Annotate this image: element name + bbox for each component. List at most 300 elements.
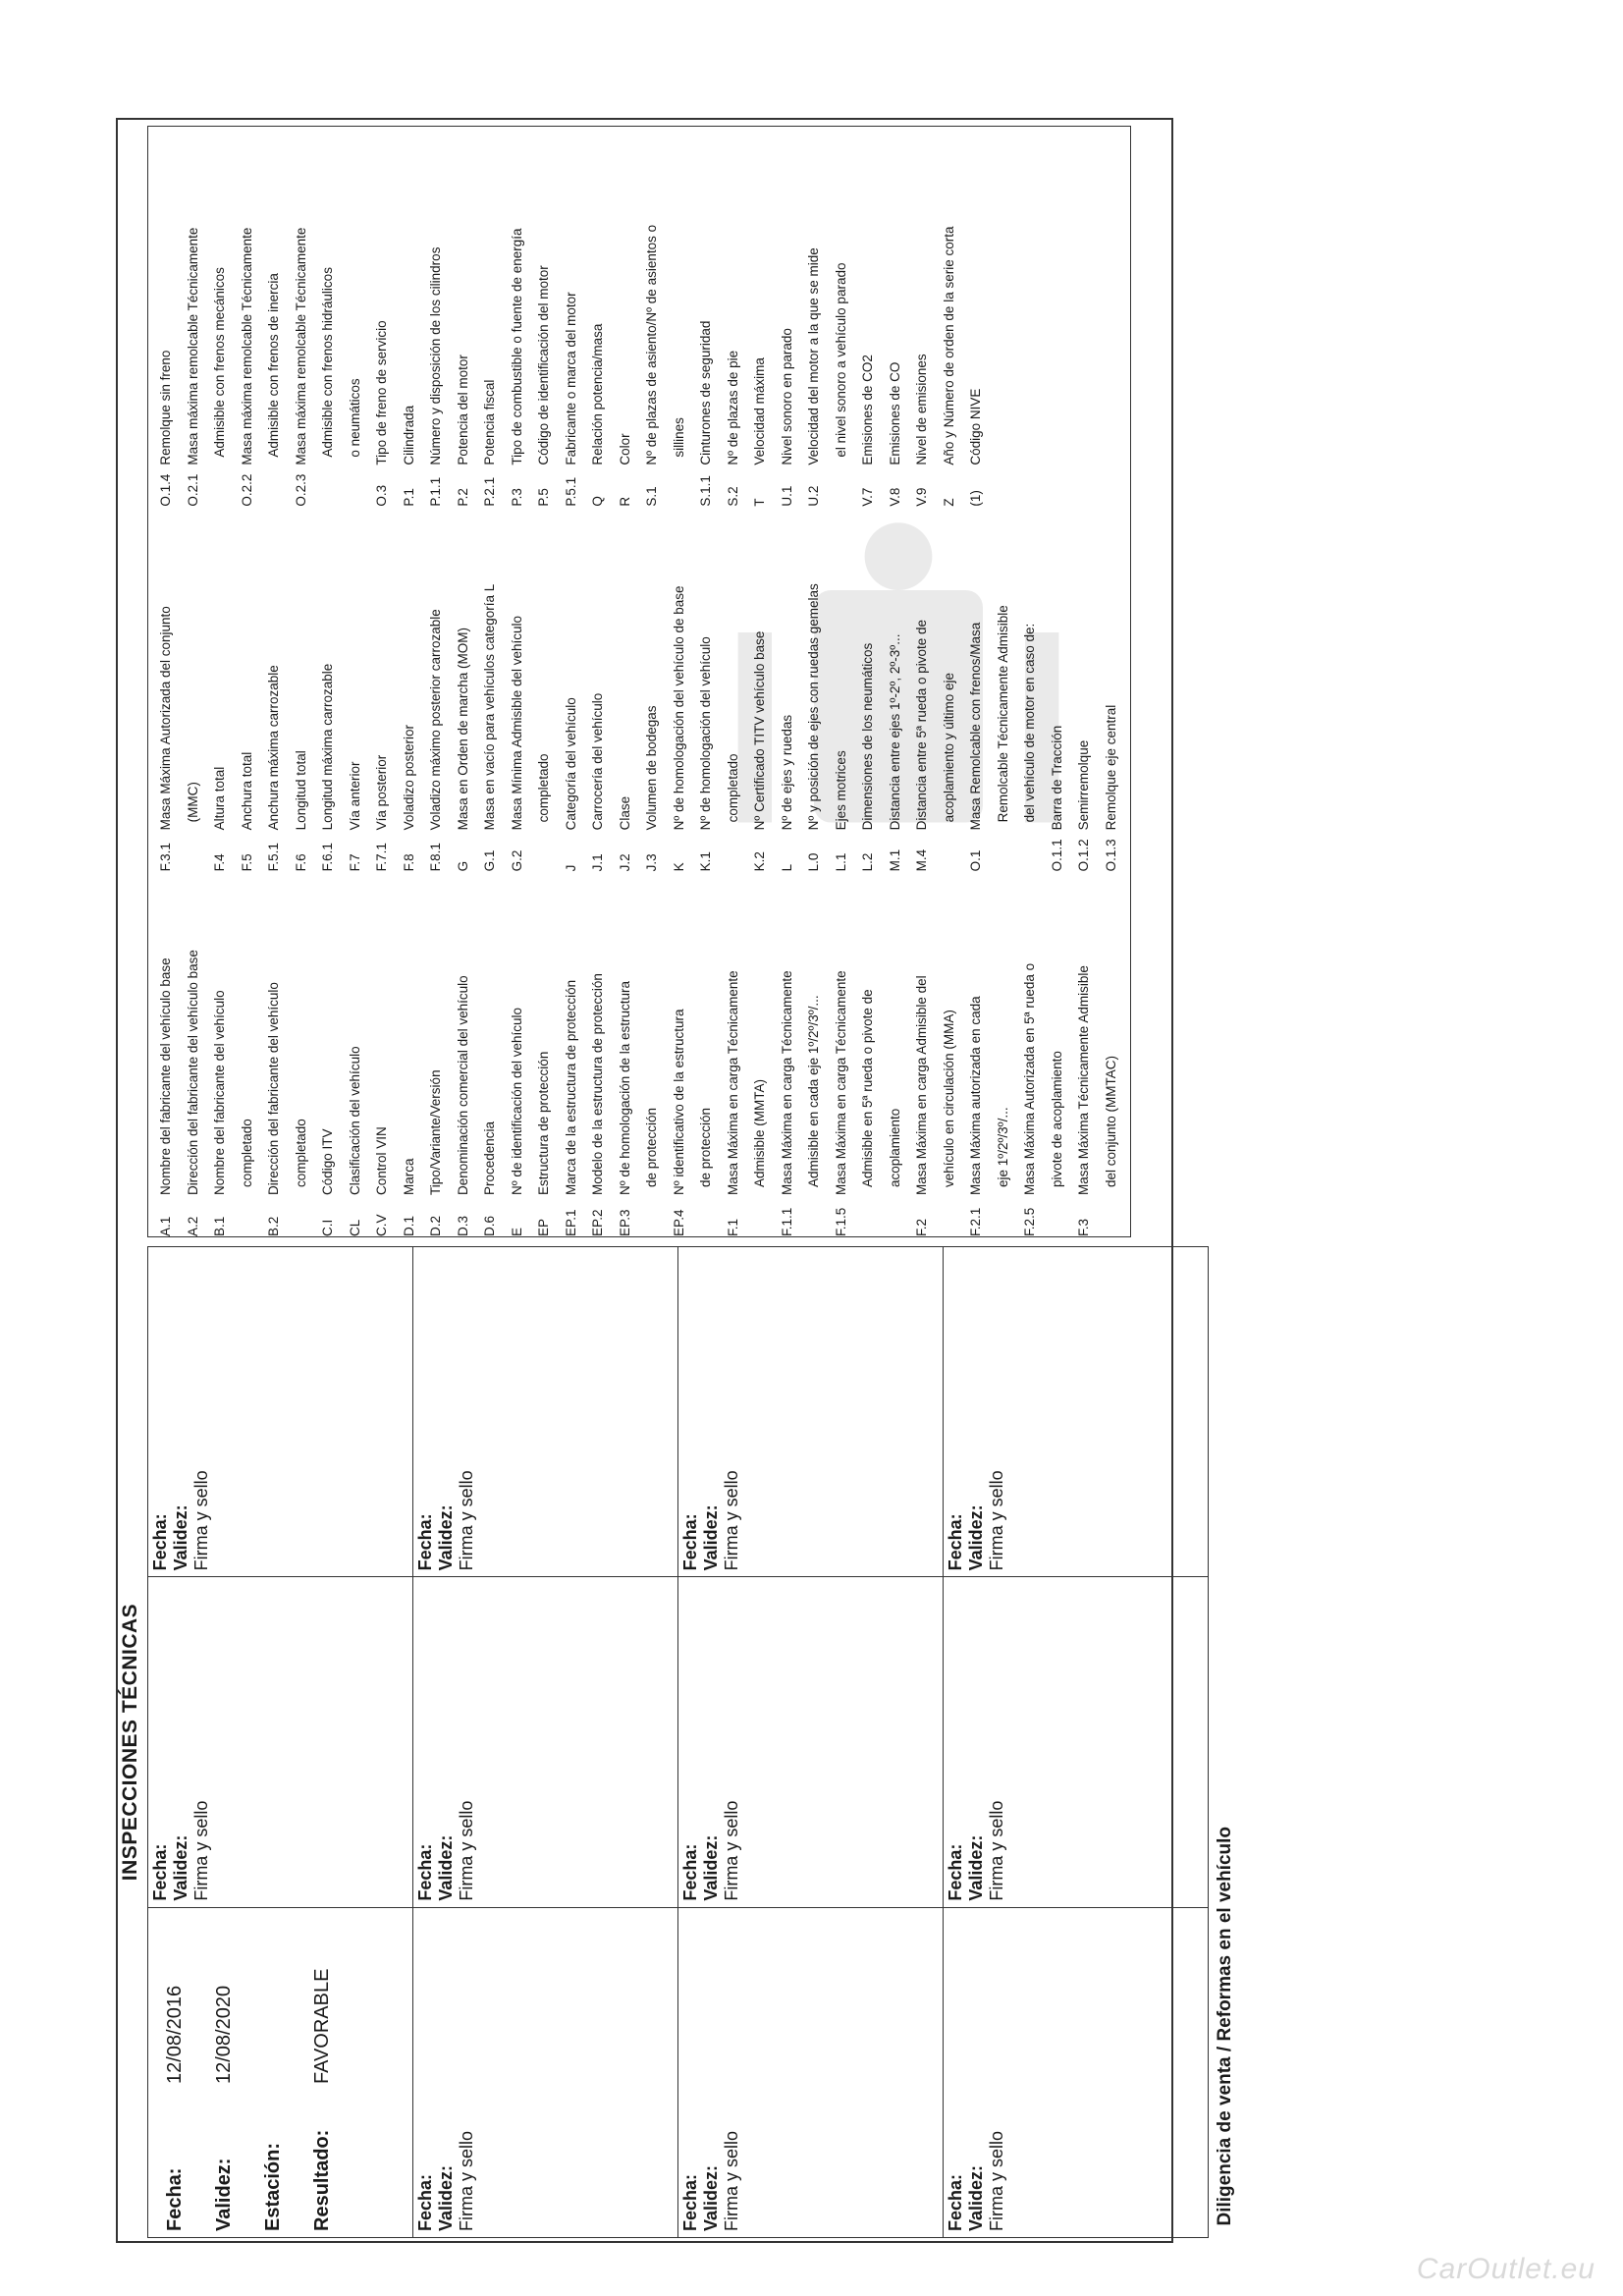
legend-code: J bbox=[563, 864, 578, 872]
fecha-label: Fecha: bbox=[680, 1843, 700, 1901]
legend-code: S.1 bbox=[644, 486, 659, 507]
legend-code: C.V bbox=[374, 1214, 389, 1236]
legend-item bbox=[908, 147, 936, 507]
inspection-cell-1 bbox=[148, 1907, 413, 2237]
legend-text: Vía posterior bbox=[374, 754, 389, 831]
legend-text: Longitud total bbox=[293, 750, 308, 831]
legend-text: del vehículo de motor en caso de: bbox=[1022, 623, 1037, 823]
legend-code: T bbox=[752, 498, 767, 507]
legend-item bbox=[800, 877, 828, 1236]
legend-item bbox=[152, 147, 180, 507]
legend-item bbox=[638, 877, 666, 1236]
legend-code: J.3 bbox=[644, 853, 659, 872]
legend-item bbox=[152, 877, 180, 1236]
legend-column-2 bbox=[152, 513, 1124, 878]
legend-code: CL bbox=[347, 1219, 362, 1236]
legend-item bbox=[180, 877, 207, 1236]
inspections-section bbox=[113, 1246, 1235, 2238]
legend-item bbox=[206, 877, 234, 1236]
legend-item bbox=[638, 513, 666, 872]
legend-text: Nombre del fabricante del vehículo base bbox=[158, 957, 173, 1195]
legend-text: Carrocería del vehículo bbox=[590, 692, 605, 831]
legend-text: Masa Máxima autorizada en cada bbox=[968, 996, 983, 1195]
legend-text: Procedencia bbox=[482, 1121, 497, 1195]
legend-text: Admisible con frenos mecánicos bbox=[212, 267, 227, 458]
legend-code: Z bbox=[941, 498, 956, 507]
inspection-cell-4 bbox=[413, 1907, 678, 2237]
resultado-value: FAVORABLE bbox=[310, 1968, 333, 2084]
legend-code: D.2 bbox=[428, 1215, 443, 1236]
legend-code: EP.2 bbox=[590, 1209, 605, 1236]
legend-text: Nº y posición de ejes con ruedas gemelas bbox=[806, 583, 821, 831]
inspection-cell-2 bbox=[148, 1577, 413, 1907]
legend-text: Nº Certificado TITV vehículo base bbox=[752, 630, 767, 831]
inspection-cell-6 bbox=[413, 1247, 678, 1577]
legend-item bbox=[666, 877, 693, 1236]
firma-label: Firma y sello bbox=[987, 1470, 1006, 1571]
validez-label: Validez: bbox=[212, 2158, 235, 2231]
legend-text: Nivel sonoro en parado bbox=[779, 328, 794, 465]
legend-code bbox=[530, 830, 558, 871]
legend-item bbox=[746, 513, 774, 872]
inspections-table bbox=[147, 1246, 1271, 2238]
legend-text: Ejes motrices bbox=[833, 750, 848, 831]
legend-text: Barra de Tracción bbox=[1049, 725, 1064, 831]
legend-code: F.3.1 bbox=[158, 843, 173, 872]
validez-label: Validez: bbox=[171, 1504, 190, 1571]
legend-item bbox=[260, 147, 288, 507]
fecha-label: Fecha: bbox=[163, 2167, 186, 2231]
legend-text: eje 1º/2º/3º/... bbox=[995, 1107, 1010, 1187]
legend-code: F.2 bbox=[914, 1218, 929, 1236]
legend-code bbox=[666, 465, 693, 507]
legend-item bbox=[234, 877, 261, 1236]
legend-text: Relación potencia/masa bbox=[590, 323, 605, 465]
legend-code: K.2 bbox=[752, 851, 767, 872]
legend-item bbox=[558, 147, 585, 507]
legend-code: F.6 bbox=[293, 853, 308, 872]
legend-code: EP.1 bbox=[563, 1209, 578, 1236]
legend-text: Nº de homologación del vehículo bbox=[698, 636, 713, 831]
legend-item bbox=[882, 513, 909, 872]
legend-code: R bbox=[617, 496, 632, 507]
legend-text: Dimensiones de los neumáticos bbox=[860, 642, 875, 831]
legend-code: P.2.1 bbox=[482, 476, 497, 507]
legend-code bbox=[234, 1195, 261, 1236]
legend-text: Masa Máxima en carga Técnicamente bbox=[725, 970, 740, 1195]
legend-item bbox=[828, 877, 855, 1236]
legend-text: Nº identificativo de la estructura bbox=[671, 1009, 686, 1195]
firma-label: Firma y sello bbox=[722, 1470, 741, 1571]
legend-item bbox=[450, 877, 477, 1236]
legend-code: D.1 bbox=[401, 1215, 416, 1236]
legend-text: acoplamiento y último eje bbox=[941, 672, 956, 823]
firma-label: Firma y sello bbox=[457, 1470, 476, 1571]
legend-item bbox=[558, 877, 585, 1236]
legend-code: O.2.2 bbox=[239, 473, 254, 507]
legend-column-3 bbox=[152, 147, 1124, 513]
legend-item bbox=[180, 513, 207, 872]
legend-code: L bbox=[779, 863, 794, 872]
legend-text: Masa Máxima en carga Técnicamente bbox=[779, 970, 794, 1195]
legend-code: Q bbox=[590, 496, 605, 507]
legend-text: Masa Máxima en carga Admisible del bbox=[914, 975, 929, 1195]
legend-code: S.2 bbox=[725, 486, 740, 507]
legend-text: Número y disposición de los cilindros bbox=[428, 246, 443, 465]
legend-code: F.1 bbox=[725, 1218, 740, 1236]
legend-item bbox=[1016, 513, 1044, 872]
legend-item bbox=[854, 513, 882, 872]
legend-text: Control VIN bbox=[374, 1126, 389, 1195]
legend-text: del conjunto (MMTAC) bbox=[1103, 1055, 1118, 1187]
fecha-label: Fecha: bbox=[150, 1843, 170, 1901]
legend-text: de protección bbox=[698, 1107, 713, 1187]
legend-text: Categoría del vehículo bbox=[563, 697, 578, 831]
legend-text: Denominación comercial del vehículo bbox=[455, 975, 470, 1195]
legend-item bbox=[234, 147, 261, 507]
legend-item bbox=[936, 147, 963, 507]
legend-item bbox=[828, 147, 855, 507]
inspection-cell-8 bbox=[678, 1577, 944, 1907]
legend-item bbox=[504, 147, 531, 507]
legend-code: F.2.5 bbox=[1022, 1207, 1037, 1236]
legend-item bbox=[422, 513, 450, 872]
legend-text: Anchura máxima carrozable bbox=[266, 665, 281, 831]
legend-text: Semirremolque bbox=[1076, 739, 1091, 831]
legend-text: Código ITV bbox=[320, 1128, 335, 1195]
legend-text: Código de identificación del motor bbox=[536, 265, 551, 465]
legend-item bbox=[314, 513, 342, 872]
validez-value: 12/08/2020 bbox=[212, 1985, 235, 2084]
legend-text: Masa en vacío para vehículos categoría L bbox=[482, 583, 497, 831]
legend-code: B.1 bbox=[212, 1216, 227, 1236]
legend-code: F.6.1 bbox=[320, 843, 335, 872]
legend-code bbox=[746, 1195, 774, 1236]
legend-text: Nº de identificación del vehículo bbox=[509, 1007, 524, 1195]
legend-text: Masa máxima remolcable Técnicamente bbox=[293, 227, 308, 465]
legend-text: el nivel sonoro a vehículo parado bbox=[833, 262, 848, 458]
legend-text: Masa máxima remolcable Técnicamente bbox=[239, 227, 254, 465]
fecha-label: Fecha: bbox=[946, 1513, 965, 1571]
legend-item bbox=[1098, 513, 1125, 872]
legend-item bbox=[368, 513, 396, 872]
legend-code: O.1.1 bbox=[1049, 839, 1064, 872]
legend-item bbox=[854, 877, 882, 1236]
legend-item bbox=[234, 513, 261, 872]
inspection-cell-12 bbox=[944, 1247, 1209, 1577]
legend-text: vehículo en circulación (MMA) bbox=[941, 1010, 956, 1187]
legend-item bbox=[314, 147, 342, 507]
legend-text: Potencia fiscal bbox=[482, 379, 497, 465]
validez-label: Validez: bbox=[436, 2164, 456, 2231]
legend-code: O.3 bbox=[374, 484, 389, 507]
legend-code: F.8.1 bbox=[428, 843, 443, 872]
legend-text: Nivel de emisiones bbox=[914, 354, 929, 465]
legend-item bbox=[882, 877, 909, 1236]
legend-item bbox=[612, 147, 639, 507]
legend-code: L.0 bbox=[806, 852, 821, 872]
inspection-cell-3 bbox=[148, 1247, 413, 1577]
legend-code bbox=[936, 1195, 963, 1236]
legend-code: O.2.1 bbox=[185, 473, 200, 507]
estacion-label: Estación: bbox=[261, 2142, 284, 2231]
legend-item bbox=[1070, 513, 1098, 872]
legend-item bbox=[504, 513, 531, 872]
legend-code: M.1 bbox=[887, 848, 902, 872]
legend-item bbox=[1098, 877, 1125, 1236]
legend-item bbox=[720, 513, 747, 872]
validez-label: Validez: bbox=[701, 1504, 721, 1571]
validez-label: Validez: bbox=[966, 1834, 986, 1901]
legend-text: de protección bbox=[644, 1107, 659, 1187]
legend-text: Tipo/Variante/Versión bbox=[428, 1069, 443, 1195]
legend-item bbox=[476, 147, 504, 507]
legend-item bbox=[450, 147, 477, 507]
legend-code: P.5.1 bbox=[563, 476, 578, 507]
legend-text: Masa Máxima Técnicamente Admisible bbox=[1076, 965, 1091, 1195]
legend-item bbox=[746, 147, 774, 507]
legend-code: (1) bbox=[968, 490, 983, 507]
legend-text: completado bbox=[725, 753, 740, 823]
legend-code: A.2 bbox=[185, 1216, 200, 1236]
legend-text: Estructura de protección bbox=[536, 1051, 551, 1195]
legend-item bbox=[422, 877, 450, 1236]
legend-text: Remolque eje central bbox=[1103, 704, 1118, 831]
inspection-cell-9 bbox=[678, 1247, 944, 1577]
legend-code: P.1.1 bbox=[428, 476, 443, 507]
legend-code: V.9 bbox=[914, 487, 929, 507]
legend-code bbox=[990, 1195, 1017, 1236]
fecha-label: Fecha: bbox=[680, 1513, 700, 1571]
validez-label: Validez: bbox=[436, 1834, 456, 1901]
legend-code: G.2 bbox=[509, 849, 524, 872]
legend-text: Vía anterior bbox=[347, 761, 362, 831]
site-watermark: CarOutlet.eu bbox=[1416, 2253, 1596, 2285]
legend-item bbox=[720, 877, 747, 1236]
legend-text: Fabricante o marca del motor bbox=[563, 292, 578, 465]
legend-item bbox=[1070, 877, 1098, 1236]
legend-code: P.1 bbox=[401, 488, 416, 507]
fecha-value: 12/08/2016 bbox=[163, 1985, 186, 2084]
legend-text: Masa Máxima Autorizada del conjunto bbox=[158, 606, 173, 831]
legend-item bbox=[800, 513, 828, 872]
legend-text: completado bbox=[293, 1119, 308, 1187]
legend-item bbox=[666, 513, 693, 872]
legend-text: Potencia del motor bbox=[455, 355, 470, 465]
legend-item bbox=[800, 147, 828, 507]
legend-code: D.6 bbox=[482, 1215, 497, 1236]
legend-code: L.1 bbox=[833, 852, 848, 872]
field-legend bbox=[152, 147, 1124, 1242]
legend-text: Emisiones de CO bbox=[887, 361, 902, 465]
legend-item bbox=[504, 877, 531, 1236]
legend-code: J.1 bbox=[590, 853, 605, 872]
legend-code: B.2 bbox=[266, 1216, 281, 1236]
legend-item bbox=[612, 877, 639, 1236]
legend-item bbox=[206, 513, 234, 872]
legend-text: Masa Mínima Admisible del vehículo bbox=[509, 615, 524, 831]
legend-text: Color bbox=[617, 433, 632, 465]
legend-text: Remolque sin freno bbox=[158, 350, 173, 465]
fecha-label: Fecha: bbox=[946, 1843, 965, 1901]
legend-code bbox=[206, 465, 234, 507]
legend-item bbox=[288, 147, 315, 507]
firma-label: Firma y sello bbox=[191, 1470, 211, 1571]
legend-item bbox=[936, 513, 963, 872]
legend-code bbox=[1098, 1195, 1125, 1236]
legend-item bbox=[396, 877, 423, 1236]
legend-code: V.7 bbox=[860, 487, 875, 507]
validez-label: Validez: bbox=[171, 1834, 190, 1901]
legend-item bbox=[368, 147, 396, 507]
legend-code: K.1 bbox=[698, 851, 713, 872]
legend-code bbox=[342, 465, 369, 507]
legend-text: completado bbox=[536, 753, 551, 823]
legend-item bbox=[180, 147, 207, 507]
legend-item bbox=[882, 147, 909, 507]
legend-text: Masa en Orden de marcha (MOM) bbox=[455, 628, 470, 831]
legend-item bbox=[422, 147, 450, 507]
legend-code bbox=[720, 830, 747, 871]
legend-item bbox=[962, 513, 990, 872]
legend-item bbox=[476, 513, 504, 872]
legend-code bbox=[288, 1195, 315, 1236]
legend-code: O.1 bbox=[968, 849, 983, 872]
validez-label: Validez: bbox=[436, 1504, 456, 1571]
legend-text: Masa Remolcable con frenos/Masa bbox=[968, 622, 983, 831]
legend-item bbox=[828, 513, 855, 872]
legend-text: Admisible con frenos hidráulicos bbox=[320, 267, 335, 458]
legend-text: Nº de plazas de asiento/Nº de asientos o bbox=[644, 224, 659, 465]
legend-item bbox=[962, 147, 990, 507]
legend-item bbox=[530, 147, 558, 507]
legend-text: Emisiones de CO2 bbox=[860, 355, 875, 465]
legend-code: F.5 bbox=[239, 853, 254, 872]
legend-item bbox=[396, 147, 423, 507]
legend-item bbox=[746, 877, 774, 1236]
firma-label: Firma y sello bbox=[987, 2130, 1006, 2231]
firma-label: Firma y sello bbox=[722, 2130, 741, 2231]
legend-code: K bbox=[671, 862, 686, 872]
legend-text: Cinturones de seguridad bbox=[698, 320, 713, 465]
legend-text: Dirección del fabricante del vehículo bbox=[266, 982, 281, 1195]
legend-item bbox=[612, 513, 639, 872]
legend-item bbox=[450, 513, 477, 872]
legend-item bbox=[530, 513, 558, 872]
validez-label: Validez: bbox=[966, 2164, 986, 2231]
legend-code: P.2 bbox=[455, 488, 470, 507]
legend-text: Año y Número de orden de la serie corta bbox=[941, 226, 956, 465]
legend-text: (MMC) bbox=[185, 782, 200, 823]
legend-code bbox=[990, 830, 1017, 871]
legend-code bbox=[314, 465, 342, 507]
legend-item bbox=[288, 877, 315, 1236]
diligencia-heading: Diligencia de venta / Reformas en el vehículo bbox=[1215, 1826, 1235, 2226]
legend-code: F.1.1 bbox=[779, 1207, 794, 1236]
fecha-label: Fecha: bbox=[150, 1513, 170, 1571]
legend-item bbox=[342, 513, 369, 872]
legend-text: Masa Máxima Autorizada en 5ª rueda o bbox=[1022, 962, 1037, 1195]
legend-item bbox=[152, 513, 180, 872]
legend-code: M.4 bbox=[914, 848, 929, 872]
legend-code: S.1.1 bbox=[698, 475, 713, 507]
legend-text: Admisible con frenos de inercia bbox=[266, 273, 281, 458]
legend-text: Tipo de combustible o fuente de energía bbox=[509, 228, 524, 465]
legend-text: o neumáticos bbox=[347, 378, 362, 458]
legend-code: F.3 bbox=[1076, 1218, 1091, 1236]
legend-text: completado bbox=[239, 1119, 254, 1187]
legend-text: Nº de homologación del vehículo de base bbox=[671, 585, 686, 831]
legend-text: Clasificación del vehículo bbox=[347, 1046, 362, 1195]
diligencia-cell bbox=[1209, 1247, 1272, 2238]
legend-item bbox=[774, 877, 801, 1236]
legend-code: F.5.1 bbox=[266, 843, 281, 872]
firma-label: Firma y sello bbox=[191, 1800, 211, 1901]
legend-text: Admisible en 5ª rueda o pivote de bbox=[860, 989, 875, 1187]
legend-code: F.4 bbox=[212, 853, 227, 872]
legend-item bbox=[206, 147, 234, 507]
firma-label: Firma y sello bbox=[457, 1800, 476, 1901]
legend-text: Velocidad máxima bbox=[752, 357, 767, 465]
legend-code bbox=[180, 830, 207, 871]
legend-code: D.3 bbox=[455, 1215, 470, 1236]
legend-item bbox=[990, 877, 1017, 1236]
legend-code bbox=[800, 1195, 828, 1236]
legend-text: Dirección del fabricante del vehículo base bbox=[185, 950, 200, 1195]
legend-text: Velocidad del motor a la que se mide bbox=[806, 247, 821, 465]
legend-code: EP.3 bbox=[617, 1209, 632, 1236]
legend-text: Longitud máxima carrozable bbox=[320, 663, 335, 831]
legend-code: L.2 bbox=[860, 852, 875, 872]
legend-item bbox=[396, 513, 423, 872]
fecha-label: Fecha: bbox=[415, 1843, 435, 1901]
legend-item bbox=[1044, 877, 1071, 1236]
inspection-cell-11 bbox=[944, 1577, 1209, 1907]
legend-item bbox=[720, 147, 747, 507]
legend-text: acoplamiento bbox=[887, 1108, 902, 1187]
legend-text: Voladizo posterior bbox=[401, 725, 416, 831]
legend-text: Anchura total bbox=[239, 751, 254, 831]
legend-item bbox=[638, 147, 666, 507]
legend-item bbox=[476, 877, 504, 1236]
legend-item bbox=[314, 877, 342, 1236]
legend-item bbox=[368, 877, 396, 1236]
legend-item bbox=[666, 147, 693, 507]
legend-code: G.1 bbox=[482, 849, 497, 872]
legend-item bbox=[692, 513, 720, 872]
legend-item bbox=[1016, 877, 1044, 1236]
legend-item bbox=[692, 877, 720, 1236]
legend-code: J.2 bbox=[617, 853, 632, 872]
legend-text: Voladizo máximo posterior carrozable bbox=[428, 609, 443, 831]
legend-code: F.8 bbox=[401, 853, 416, 872]
legend-code: F.1.5 bbox=[833, 1207, 848, 1236]
legend-item bbox=[342, 877, 369, 1236]
legend-text: Nombre del fabricante del vehículo bbox=[212, 990, 227, 1195]
legend-code bbox=[854, 1195, 882, 1236]
legend-text: Distancia entre 5ª rueda o pivote de bbox=[914, 619, 929, 831]
legend-text: Masa máxima remolcable Técnicamente bbox=[185, 227, 200, 465]
legend-item bbox=[908, 877, 936, 1236]
legend-item bbox=[774, 513, 801, 872]
legend-text: Nº de ejes y ruedas bbox=[779, 714, 794, 831]
legend-code bbox=[828, 465, 855, 507]
legend-code: P.5 bbox=[536, 488, 551, 507]
inspection-cell-10 bbox=[944, 1907, 1209, 2237]
legend-code bbox=[692, 1195, 720, 1236]
legend-item bbox=[854, 147, 882, 507]
legend-text: Distancia entre ejes 1º-2º, 2º-3º... bbox=[887, 633, 902, 831]
